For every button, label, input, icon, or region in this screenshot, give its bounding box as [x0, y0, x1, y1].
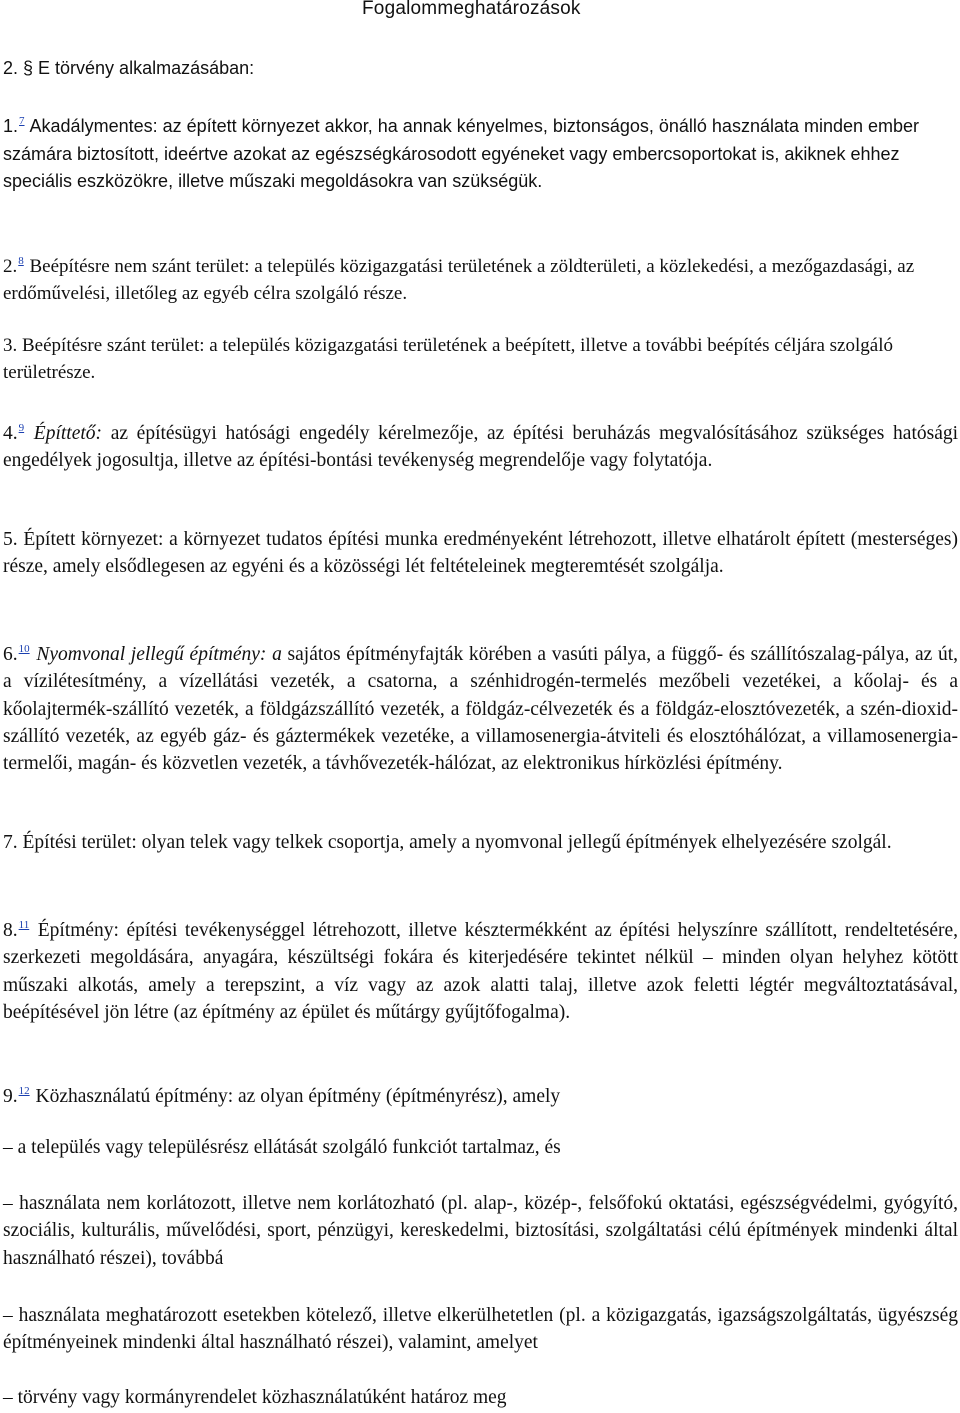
footnote-link[interactable]: 7 [19, 115, 25, 127]
defined-term: Építtető: [33, 423, 103, 444]
definition-text: Építési terület: olyan telek vagy telkek csoportja, amely a nyomvonal jellegű építmények elhelyezésére szolgál. [22, 832, 892, 853]
definition-5 [3, 526, 958, 581]
definition-1 [3, 108, 958, 196]
page-title: Fogalommeghatározások [362, 0, 581, 19]
item-number: 5. [3, 529, 18, 550]
item-number: 1. [3, 116, 19, 136]
section-heading: 2. § E törvény alkalmazásában: [3, 58, 255, 78]
dash-item: – használata nem korlátozott, illetve nem korlátozható (pl. alap-, közép-, felsőfokú oktatási, egészségvédelmi, gyógyító, szociális, kulturális, művelődési, sport, pénzügyi, kereskedelmi, biztosítási, szolgáltatási célú építmények mindenki által használható részei), továbbá [3, 1193, 958, 1269]
dash-item: – törvény vagy kormányrendelet közhasználatúként határoz meg [3, 1387, 507, 1408]
definition-text: Közhasználatú építmény: az olyan építmény (építményrész), amely [35, 1086, 561, 1107]
footnote-link[interactable]: 9 [18, 422, 25, 434]
definition-text: Akadálymentes: az épített környezet akkor, ha annak kényelmes, biztonságos, önálló használata minden ember számára biztosított, ideértve azokat az egészségkárosodott egyéneket vagy embercsoportokat is, akiknek ehhez speciális eszközökre, illetve műszaki megoldásokra van szükségük. [3, 116, 920, 191]
footnote-link[interactable]: 12 [18, 1085, 30, 1097]
definition-text: az építésügyi hatósági engedély kérelmezője, az építési beruházás megvalósításához szükséges hatósági engedélyek jogosultja, illetve az építési-bontási tevékenység megrendelője vagy folytatója. [3, 423, 959, 472]
definition-7 [3, 829, 958, 856]
item-number: 6. [3, 644, 18, 665]
definition-text: Építmény: építési tevékenységgel létrehozott, illetve késztermékként az építési helyszínre szállított, rendeltetésére, szerkezeti megoldására, anyagára, készültségi fokára és kiterjedésére tekintet nélkül – minden olyan helyhez kötött műszaki alkotás, amely a terepszint, a víz vagy az azok alatti talaj, illetve azok feletti légtér megváltoztatásával, beépítésével jön létre (az építmény az épület és műtárgy gyűjtőfogalma). [3, 920, 958, 1023]
definition-9 [3, 1078, 958, 1110]
dash-item: – használata meghatározott esetekben kötelező, illetve elkerülhetetlen (pl. a közigazgatás, igazságszolgáltatás, ügyészség építményeinek mindenki által használható részei), valamint, amelyet [3, 1305, 958, 1354]
item-number: 4. [3, 423, 18, 444]
item-number: 9. [3, 1086, 18, 1107]
definition-2 [3, 248, 958, 308]
definition-text: Beépítésre nem szánt terület: a település közigazgatási területének a zöldterületi, a közlekedési, a mezőgazdasági, az erdőművelési, illetőleg az egyéb célra szolgáló része. [3, 256, 915, 305]
dash-item: – a település vagy településrész ellátását szolgáló funkciót tartalmaz, és [3, 1137, 561, 1158]
footnote-link[interactable]: 11 [18, 919, 30, 931]
item-number: 3. [3, 335, 18, 356]
item-number: 2. [3, 256, 18, 277]
definition-3 [3, 332, 958, 387]
footnote-link[interactable]: 10 [18, 643, 30, 655]
defined-term: Nyomvonal jellegű építmény: a [36, 644, 282, 665]
definition-6 [3, 636, 958, 777]
footnote-link[interactable]: 8 [18, 255, 24, 267]
definition-text: sajátos építményfajták körében a vasúti pálya, a függő- és szállítószalag-pálya, az út, a vízilétesítmény, a vízellátási vezeték, a csatorna, a szénhidrogén-termelés mezőbeli vezetékei, a kőolaj- és a kőolajtermék-szállító vezeték, a földgázszállító vezeték, a földgáz-célvezeték és a földgáz-elosztóvezeték, a szén-dioxid-szállító vezeték, az egyéb gáz- és gáztermékek vezetéke, a villamosenergia-átviteli és elosztóhálózat, a villamosenergia-termelői, magán- és közvetlen vezeték, a távhővezeték-hálózat, az elektronikus hírközlési építmény. [3, 644, 959, 775]
definition-8 [3, 912, 958, 1026]
definition-4 [3, 415, 958, 475]
item-number: 7. [3, 832, 18, 853]
definition-text: Beépítésre szánt terület: a település közigazgatási területének a beépített, illetve a további beépítés céljára szolgáló területrésze. [3, 335, 893, 384]
item-number: 8. [3, 920, 18, 941]
definition-text: Épített környezet: a környezet tudatos építési munka eredményeként létrehozott, illetve elhatárolt épített (mesterséges) része, amely elsődlegesen az egyéni és a közösségi lét feltételeinek megteremtését szolgálja. [3, 529, 959, 578]
